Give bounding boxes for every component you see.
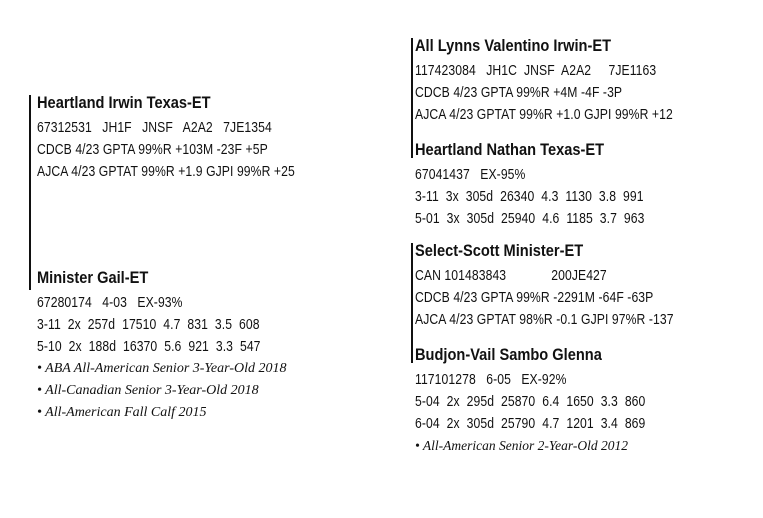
paternal-bracket-line	[411, 38, 413, 158]
maternal-granddam-record-line: 6-04 2x 305d 25790 4.7 1201 3.4 869	[415, 416, 646, 432]
maternal-grandsire-ajca-line: AJCA 4/23 GPTAT 98%R -0.1 GJPI 97%R -137	[415, 312, 674, 328]
paternal-grandsire-block	[415, 36, 722, 126]
paternal-granddam-id-line: 67041437 EX-95%	[415, 167, 526, 183]
dam-record-line: 3-11 2x 257d 17510 4.7 831 3.5 608	[37, 317, 260, 333]
sire-id-line: 67312531 JH1F JNSF A2A2 7JE1354	[37, 120, 272, 136]
paternal-grandsire-name: All Lynns Valentino Irwin-ET	[415, 36, 612, 55]
paternal-granddam-name: Heartland Nathan Texas-ET	[415, 140, 605, 159]
paternal-grandsire-ajca-line: AJCA 4/23 GPTAT 99%R +1.0 GJPI 99%R +12	[415, 107, 673, 123]
paternal-granddam-block	[415, 140, 688, 230]
maternal-granddam-record-line: 5-04 2x 295d 25870 6.4 1650 3.3 860	[415, 394, 646, 410]
maternal-grandsire-name: Select-Scott Minister-ET	[415, 241, 584, 260]
maternal-grandsire-block	[415, 241, 723, 331]
sire-name: Heartland Irwin Texas-ET	[37, 93, 211, 112]
maternal-granddam-id-line: 117101278 6-05 EX-92%	[415, 372, 567, 388]
sire-block	[37, 93, 344, 183]
dam-name: Minister Gail-ET	[37, 268, 149, 287]
maternal-granddam-name: Budjon-Vail Sambo Glenna	[415, 345, 602, 364]
maternal-grandsire-cdcb-line: CDCB 4/23 GPTA 99%R -2291M -64F -63P	[415, 290, 654, 306]
dam-award-note: • All-Canadian Senior 3-Year-Old 2018	[37, 383, 259, 398]
sire-bracket-line	[29, 95, 31, 290]
dam-record-line: 5-10 2x 188d 16370 5.6 921 3.3 547	[37, 339, 261, 355]
maternal-granddam-block	[415, 345, 689, 457]
dam-block	[37, 268, 303, 424]
dam-award-note: • All-American Fall Calf 2015	[37, 405, 207, 420]
paternal-granddam-record-line: 3-11 3x 305d 26340 4.3 1130 3.8 991	[415, 189, 644, 205]
paternal-grandsire-id-line: 117423084 JH1C JNSF A2A2 7JE1163	[415, 63, 657, 79]
sire-cdcb-line: CDCB 4/23 GPTA 99%R +103M -23F +5P	[37, 142, 268, 158]
sire-ajca-line: AJCA 4/23 GPTAT 99%R +1.9 GJPI 99%R +25	[37, 164, 295, 180]
maternal-bracket-line	[411, 243, 413, 363]
maternal-granddam-award-note: • All-American Senior 2-Year-Old 2012	[415, 438, 628, 453]
dam-id-line: 67280174 4-03 EX-93%	[37, 295, 183, 311]
maternal-grandsire-id-line: CAN 101483843 200JE427	[415, 268, 607, 284]
dam-award-note: • ABA All-American Senior 3-Year-Old 2018	[37, 361, 287, 376]
paternal-granddam-record-line: 5-01 3x 305d 25940 4.6 1185 3.7 963	[415, 211, 645, 227]
paternal-grandsire-cdcb-line: CDCB 4/23 GPTA 99%R +4M -4F -3P	[415, 85, 623, 101]
